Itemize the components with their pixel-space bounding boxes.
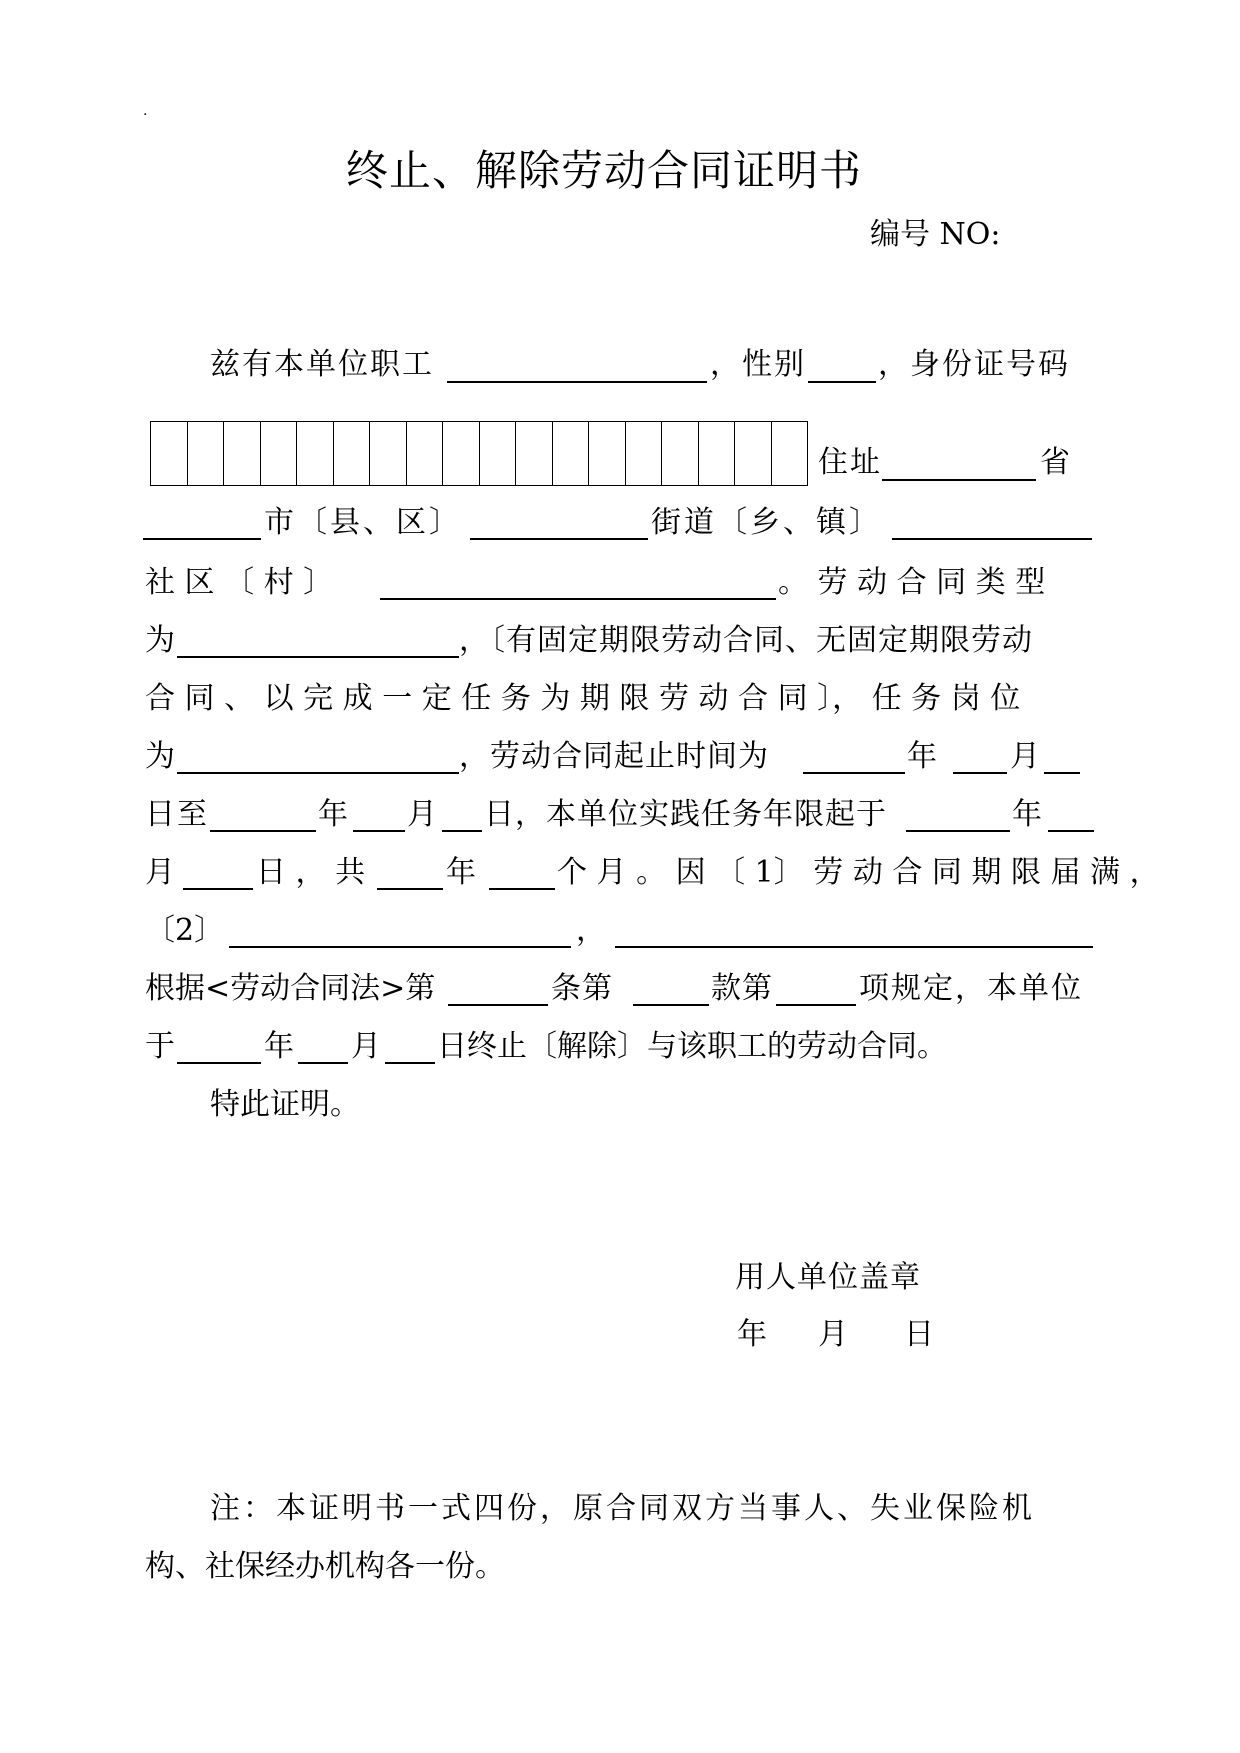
line5-prefix: 为 xyxy=(145,623,175,658)
id-digit-cell[interactable] xyxy=(407,421,444,486)
contract-period-label: ，劳动合同起止时间为 xyxy=(459,739,769,774)
id-digit-cell[interactable] xyxy=(735,421,772,486)
reason-2-blank[interactable] xyxy=(229,946,571,948)
end-month-label: 月 xyxy=(407,797,437,832)
city-county-label: 市〔县、区〕 xyxy=(264,505,462,540)
date-year-label: 年 xyxy=(737,1317,767,1352)
contract-type-label: 。 劳 动 合 同 类 型 xyxy=(778,565,1046,600)
end-year-label: 年 xyxy=(318,797,348,832)
reason-3-blank[interactable] xyxy=(615,946,1093,948)
serial-number-label: 编号 NO: xyxy=(870,217,1001,252)
reason-comma: ， xyxy=(576,913,606,948)
termination-year-label: 年 xyxy=(264,1029,294,1064)
start-month-blank[interactable] xyxy=(953,772,1007,774)
street-blank[interactable] xyxy=(470,538,648,540)
termination-year-blank[interactable] xyxy=(177,1062,261,1064)
id-number-grid xyxy=(150,421,808,486)
id-digit-cell[interactable] xyxy=(370,421,407,486)
document-title: 终止、解除劳动合同证明书 xyxy=(346,146,863,195)
contract-type-options: ，〔有固定期限劳动合同、无固定期限劳动 xyxy=(459,623,1033,658)
id-digit-cell[interactable] xyxy=(589,421,626,486)
community-blank[interactable] xyxy=(380,598,776,600)
line12-prefix: 于 xyxy=(145,1029,175,1064)
line1-employee-label: 兹有本单位职工 xyxy=(210,347,434,382)
item-label: 项规定，本单位 xyxy=(859,971,1083,1006)
id-digit-cell[interactable] xyxy=(334,421,371,486)
termination-month-blank[interactable] xyxy=(298,1062,348,1064)
id-digit-cell[interactable] xyxy=(662,421,699,486)
line1-id-label: ，身份证号码 xyxy=(878,347,1070,382)
id-digit-cell[interactable] xyxy=(553,421,590,486)
total-years-label: 年 xyxy=(446,855,476,890)
termination-day-blank[interactable] xyxy=(385,1062,435,1064)
city-blank[interactable] xyxy=(143,538,261,540)
total-months-blank[interactable] xyxy=(489,888,555,890)
employer-seal-label: 用人单位盖章 xyxy=(735,1260,921,1295)
end-day-blank[interactable] xyxy=(442,830,482,832)
province-blank[interactable] xyxy=(882,479,1036,481)
termination-month-label: 月 xyxy=(351,1029,381,1064)
total-years-blank[interactable] xyxy=(377,888,443,890)
id-digit-cell[interactable] xyxy=(443,421,480,486)
start-month-label: 月 xyxy=(1010,739,1040,774)
id-digit-cell[interactable] xyxy=(188,421,225,486)
legal-basis-label: 根据<劳动合同法>第 xyxy=(145,971,436,1006)
service-start-label: 日，本单位实践任务年限起于 xyxy=(484,797,887,832)
id-digit-cell[interactable] xyxy=(699,421,736,486)
item-blank[interactable] xyxy=(776,1004,856,1006)
gender-blank[interactable] xyxy=(808,381,876,383)
note-line-1: 注：本证明书一式四份，原合同双方当事人、失业保险机 xyxy=(210,1491,1035,1526)
start-day-blank[interactable] xyxy=(1044,772,1080,774)
job-position-blank[interactable] xyxy=(177,772,459,774)
id-digit-cell[interactable] xyxy=(772,421,809,486)
line1-gender-label: ，性别 xyxy=(710,347,806,382)
end-month-blank[interactable] xyxy=(353,830,405,832)
note-line-2: 构、社保经办机构各一份。 xyxy=(145,1549,505,1584)
community-label: 社 区 〔 村 〕 xyxy=(145,565,334,600)
contract-type-blank[interactable] xyxy=(177,656,459,658)
line8-prefix: 日至 xyxy=(145,797,209,832)
contract-type-options-cont: 合 同 、 以 完 成 一 定 任 务 为 期 限 劳 动 合 同 〕， 任 务 岗 位 xyxy=(145,681,1021,716)
address-label: 住址 xyxy=(818,445,882,480)
article-label: 条第 xyxy=(551,971,613,1006)
employee-name-blank[interactable] xyxy=(447,381,707,383)
id-digit-cell[interactable] xyxy=(261,421,298,486)
id-digit-cell[interactable] xyxy=(151,421,188,486)
end-year-blank[interactable] xyxy=(210,830,316,832)
article-blank[interactable] xyxy=(448,1004,548,1006)
termination-statement: 日终止〔解除〕与该职工的劳动合同。 xyxy=(437,1029,947,1064)
line7-prefix: 为 xyxy=(145,739,175,774)
clause-label: 款第 xyxy=(711,971,773,1006)
service-day-blank[interactable] xyxy=(183,888,253,890)
start-year-label: 年 xyxy=(907,739,937,774)
date-month-label: 月 xyxy=(818,1317,848,1352)
id-digit-cell[interactable] xyxy=(297,421,334,486)
id-digit-cell[interactable] xyxy=(480,421,517,486)
date-day-label: 日 xyxy=(904,1317,934,1352)
termination-reason-1: 个 月 。 因 〔 1〕 劳 动 合 同 期 限 届 满 ， xyxy=(557,855,1160,890)
service-month-blank[interactable] xyxy=(1048,830,1094,832)
reason-2-label: 〔2〕 xyxy=(145,913,225,948)
line9-month-label: 月 xyxy=(145,855,175,890)
service-year-blank[interactable] xyxy=(906,830,1010,832)
line9-total-label: 日 ， 共 xyxy=(256,855,366,890)
id-digit-cell[interactable] xyxy=(626,421,663,486)
closing-statement: 特此证明。 xyxy=(210,1087,360,1122)
start-year-blank[interactable] xyxy=(803,772,905,774)
corner-mark: . xyxy=(143,103,148,119)
id-digit-cell[interactable] xyxy=(224,421,261,486)
street-town-label: 街道〔乡、镇〕 xyxy=(651,505,882,540)
province-label: 省 xyxy=(1040,445,1070,480)
id-digit-cell[interactable] xyxy=(516,421,553,486)
clause-blank[interactable] xyxy=(633,1004,709,1006)
service-year-label: 年 xyxy=(1012,797,1042,832)
town-blank[interactable] xyxy=(892,538,1092,540)
